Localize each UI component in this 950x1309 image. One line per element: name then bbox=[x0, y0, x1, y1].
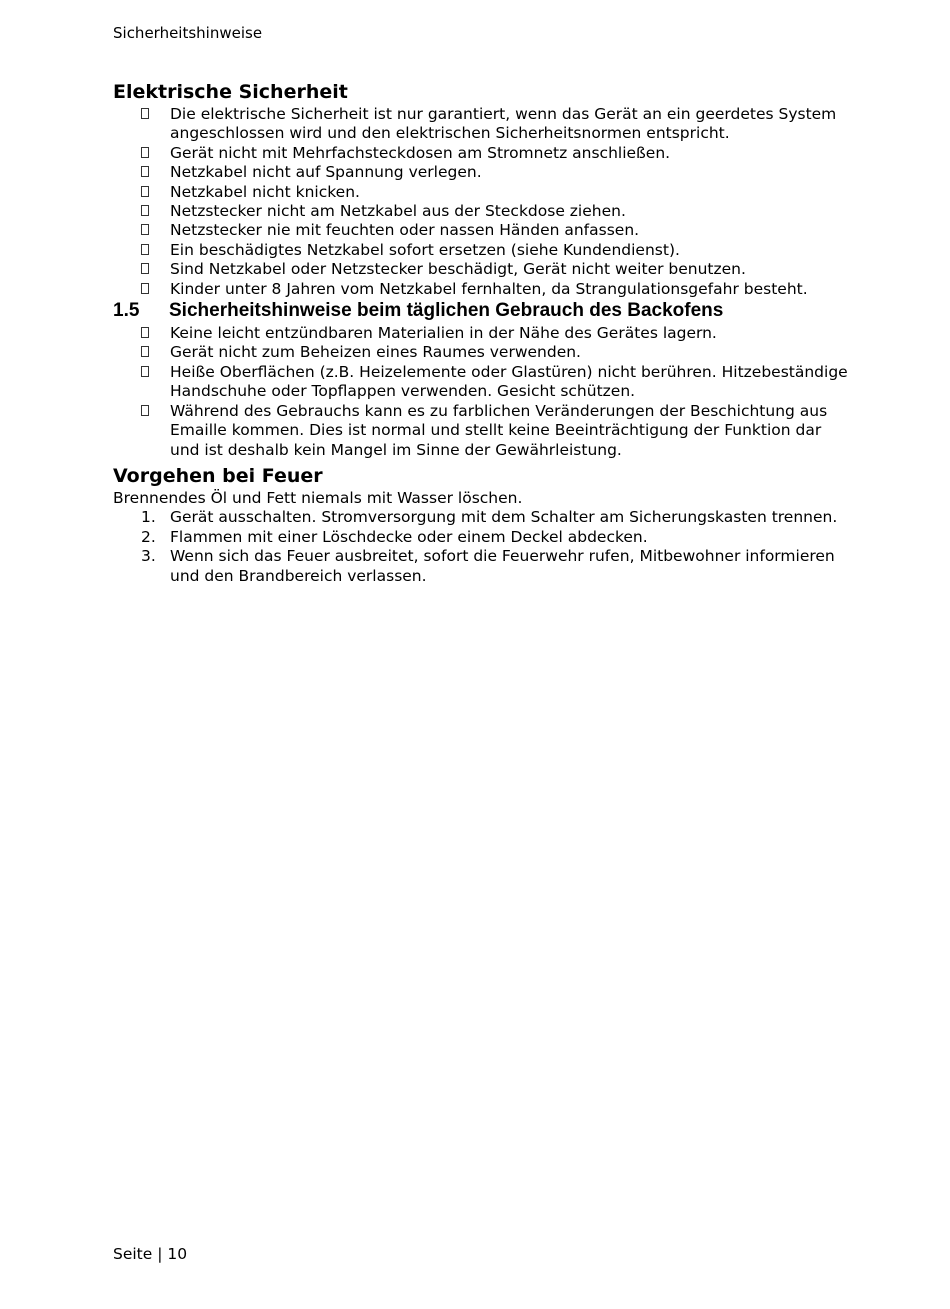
checkbox-bullet-icon bbox=[113, 324, 170, 343]
step-number: 2. bbox=[141, 527, 156, 546]
section-title-electrical-safety: Elektrische Sicherheit bbox=[113, 81, 348, 103]
list-item: Die elektrische Sicherheit ist nur garantiert, wenn das Gerät an ein geerdetes System angeschlossen wird und den elektrischen Sicherheitsnormen entspricht. bbox=[113, 105, 853, 144]
checkbox-bullet-icon bbox=[113, 343, 170, 362]
page-number-footer: Seite | 10 bbox=[113, 1245, 188, 1263]
list-item: Netzkabel nicht knicken. bbox=[113, 183, 853, 202]
section-title-fire-procedure: Vorgehen bei Feuer bbox=[113, 464, 323, 487]
checkbox-bullet-icon bbox=[113, 144, 170, 163]
step-number: 1. bbox=[141, 508, 156, 527]
list-item: Gerät nicht mit Mehrfachsteckdosen am Stromnetz anschließen. bbox=[113, 144, 853, 163]
fire-steps-list bbox=[113, 508, 853, 586]
electrical-safety-list bbox=[113, 105, 853, 299]
list-item: Gerät nicht zum Beheizen eines Raumes verwenden. bbox=[113, 343, 853, 362]
checkbox-bullet-icon bbox=[113, 221, 170, 240]
list-item: Heiße Oberflächen (z.B. Heizelemente oder Glastüren) nicht berühren. Hitzebeständige Handschuhe oder Topflappen verwenden. Gesicht schützen. bbox=[113, 363, 853, 402]
fire-intro-text: Brennendes Öl und Fett niemals mit Wasser löschen. bbox=[113, 488, 523, 507]
list-item: Ein beschädigtes Netzkabel sofort ersetzen (siehe Kundendienst). bbox=[113, 241, 853, 260]
list-item: Keine leicht entzündbaren Materialien in der Nähe des Gerätes lagern. bbox=[113, 324, 853, 343]
checkbox-bullet-icon bbox=[113, 241, 170, 260]
page-content bbox=[113, 80, 853, 586]
section-title-daily-use bbox=[113, 299, 853, 324]
checkbox-bullet-icon bbox=[113, 105, 170, 144]
section-number: 1.5 bbox=[113, 300, 140, 322]
checkbox-bullet-icon bbox=[113, 202, 170, 221]
list-item: Netzstecker nie mit feuchten oder nassen Händen anfassen. bbox=[113, 221, 853, 240]
list-item: Netzkabel nicht auf Spannung verlegen. bbox=[113, 163, 853, 182]
list-item: Netzstecker nicht am Netzkabel aus der Steckdose ziehen. bbox=[113, 202, 853, 221]
daily-use-list bbox=[113, 324, 853, 460]
checkbox-bullet-icon bbox=[113, 280, 170, 299]
checkbox-bullet-icon bbox=[113, 163, 170, 182]
checkbox-bullet-icon bbox=[113, 183, 170, 202]
list-item: Während des Gebrauchs kann es zu farblichen Veränderungen der Beschichtung aus Emaille kommen. Dies ist normal und stellt keine Beeinträchtigung der Funktion dar und ist deshalb kein Mangel im Sinne der Gewährleistung. bbox=[113, 402, 853, 460]
checkbox-bullet-icon bbox=[113, 363, 170, 402]
list-item: Sind Netzkabel oder Netzstecker beschädigt, Gerät nicht weiter benutzen. bbox=[113, 260, 853, 279]
list-item: 3. Wenn sich das Feuer ausbreitet, sofort die Feuerwehr rufen, Mitbewohner informieren und den Brandbereich verlassen. bbox=[113, 547, 853, 586]
running-header: Sicherheitshinweise bbox=[113, 24, 263, 42]
step-number: 3. bbox=[141, 547, 156, 566]
list-item: 1. Gerät ausschalten. Stromversorgung mit dem Schalter am Sicherungskasten trennen. bbox=[113, 508, 853, 527]
checkbox-bullet-icon bbox=[113, 260, 170, 279]
checkbox-bullet-icon bbox=[113, 402, 170, 460]
list-item: 2. Flammen mit einer Löschdecke oder einem Deckel abdecken. bbox=[113, 528, 853, 547]
section-heading-text: Sicherheitshinweise beim täglichen Gebrauch des Backofens bbox=[169, 300, 724, 322]
list-item: Kinder unter 8 Jahren vom Netzkabel fernhalten, da Strangulationsgefahr besteht. bbox=[113, 280, 853, 299]
